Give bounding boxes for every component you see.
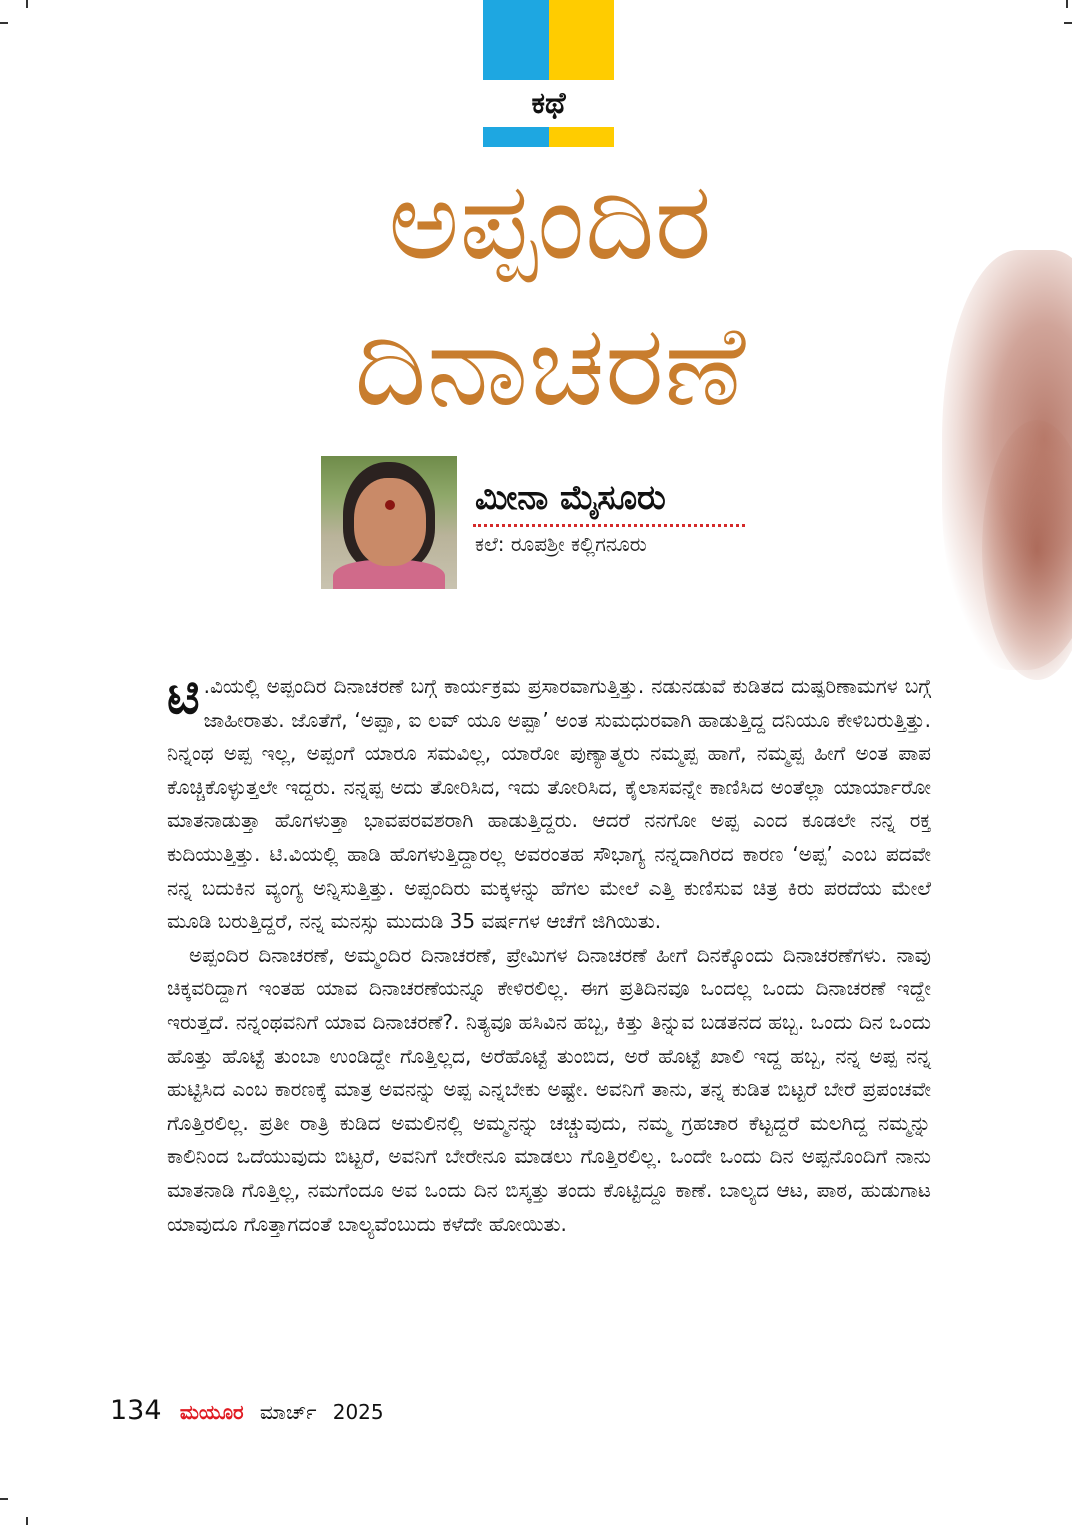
- magazine-logo: ಮಯೂರ: [179, 1400, 244, 1424]
- drop-cap: ಟಿ: [167, 667, 200, 725]
- story-title-line-1: ಅಪ್ಪಂದಿರ: [388, 159, 712, 284]
- crop-mark: [26, 1517, 28, 1525]
- crop-mark: [1064, 22, 1072, 24]
- author-divider: [473, 524, 745, 527]
- page-footer: [110, 1395, 384, 1426]
- author-photo: [321, 456, 457, 589]
- section-label: ಕಥೆ: [531, 86, 566, 121]
- story-title-line-2: ದಿನಾಚರಣೆ: [354, 301, 746, 431]
- author-name: ಮೀನಾ ಮೈಸೂರು: [475, 478, 666, 518]
- issue-year: 2025: [332, 1400, 384, 1424]
- art-credit: ಕಲೆ: ರೂಪಶ್ರೀ ಕಲ್ಲಿಗನೂರು: [475, 532, 647, 556]
- crop-mark: [0, 22, 8, 24]
- page-number: 134: [110, 1395, 162, 1426]
- section-color-bar-bottom: [483, 127, 614, 147]
- issue-month: ಮಾರ್ಚ್: [259, 1400, 317, 1424]
- section-color-bar-top: [483, 0, 614, 80]
- crop-mark: [26, 0, 28, 8]
- article-paragraph: ಅಪ್ಪಂದಿರ ದಿನಾಚರಣೆ, ಅಮ್ಮಂದಿರ ದಿನಾಚರಣೆ, ಪ್ರೇಮಿಗಳ ದಿನಾಚರಣೆ ಹೀಗೆ ದಿನಕ್ಕೊಂದು ದಿನಾಚರಣೆಗಳು. ನಾವು ಚಿಕ್ಕವರಿದ್ದಾಗ ಇಂತಹ ಯಾವ ದಿನಾಚರಣೆಯನ್ನೂ ಕೇಳಿರಲಿಲ್ಲ. ಈಗ ಪ್ರತಿದಿನವೂ ಒಂದಲ್ಲ ಒಂದು ದಿನಾಚರಣೆ ಇದ್ದೇ ಇರುತ್ತದೆ. ನನ್ನಂಥವನಿಗೆ ಯಾವ ದಿನಾಚರಣೆ?. ನಿತ್ಯವೂ ಹಸಿವಿನ ಹಬ್ಬ, ಕಿತ್ತು ತಿನ್ನುವ ಬಡತನದ ಹಬ್ಬ. ಒಂದು ದಿನ ಒಂದು ಹೊತ್ತು ಹೊಟ್ಟೆ ತುಂಬಾ ಉಂಡಿದ್ದೇ ಗೊತ್ತಿಲ್ಲದ, ಅರೆಹೊಟ್ಟೆ ತುಂಬಿದ, ಅರೆ ಹೊಟ್ಟೆ ಖಾಲಿ ಇದ್ದ ಹಬ್ಬ, ನನ್ನ ಅಪ್ಪ ನನ್ನ ಹುಟ್ಟಿಸಿದ ಎಂಬ ಕಾರಣಕ್ಕೆ ಮಾತ್ರ ಅವನನ್ನು ಅಪ್ಪ ಎನ್ನಬೇಕು ಅಷ್ಟೇ. ಅವನಿಗೆ ತಾನು, ತನ್ನ ಕುಡಿತ ಬಿಟ್ಟರೆ ಬೇರೆ ಪ್ರಪಂಚವೇ ಗೊತ್ತಿರಲಿಲ್ಲ. ಪ್ರತೀ ರಾತ್ರಿ ಕುಡಿದ ಅಮಲಿನಲ್ಲಿ ಅಮ್ಮನನ್ನು ಚಚ್ಚುವುದು, ನಮ್ಮ ಗ್ರಹಚಾರ ಕೆಟ್ಟದ್ದರೆ ಮಲಗಿದ್ದ ನಮ್ಮನ್ನು ಕಾಲಿನಿಂದ ಒದೆಯುವುದು ಬಿಟ್ಟರೆ, ಅವನಿಗೆ ಬೇರೇನೂ ಮಾಡಲು ಗೊತ್ತಿರಲಿಲ್ಲ. ಒಂದೇ ಒಂದು ದಿನ ಅಪ್ಪನೊಂದಿಗೆ ನಾನು ಮಾತನಾಡಿ ಗೊತ್ತಿಲ್ಲ, ನಮಗೆಂದೂ ಅವ ಒಂದು ದಿನ ಬಿಸ್ಕತ್ತು ತಂದು ಕೊಟ್ಟಿದ್ದೂ ಕಾಣೆ. ಬಾಲ್ಯದ ಆಟ, ಪಾಠ, ಹುಡುಗಾಟ ಯಾವುದೂ ಗೊತ್ತಾಗದಂತೆ ಬಾಲ್ಯವೆಂಬುದು ಕಳೆದೇ ಹೋಯಿತು.: [167, 942, 931, 1236]
- paragraph-text: .ವಿಯಲ್ಲಿ ಅಪ್ಪಂದಿರ ದಿನಾಚರಣೆ ಬಗ್ಗೆ ಕಾರ್ಯಕ್ರಮ ಪ್ರಸಾರವಾಗುತ್ತಿತ್ತು. ನಡುನಡುವೆ ಕುಡಿತದ ದುಷ್ಪರಿಣಾಮಗಳ ಬಗ್ಗೆ ಜಾಹೀರಾತು. ಜೊತೆಗೆ, ‘ಅಪ್ಪಾ, ಐ ಲವ್ ಯೂ ಅಪ್ಪಾ’ ಅಂತ ಸುಮಧುರವಾಗಿ ಹಾಡುತ್ತಿದ್ದ ದನಿಯೂ ಕೇಳಿಬರುತ್ತಿತ್ತು. ನಿನ್ನಂಥ ಅಪ್ಪ ಇಲ್ಲ, ಅಪ್ಪಂಗೆ ಯಾರೂ ಸಮವಿಲ್ಲ, ಯಾರೋ ಪುಣ್ಯಾತ್ಮರು ನಮ್ಮಪ್ಪ ಹಾಗೆ, ನಮ್ಮಪ್ಪ ಹೀಗೆ ಅಂತ ಪಾಪ ಕೊಚ್ಚಿಕೊಳ್ಳುತ್ತಲೇ ಇದ್ದರು. ನನ್ನಪ್ಪ ಅದು ತೋರಿಸಿದ, ಇದು ತೋರಿಸಿದ, ಕೈಲಾಸವನ್ನೇ ಕಾಣಿಸಿದ ಅಂತೆಲ್ಲಾ ಯಾರ್ಯಾರೋ ಮಾತನಾಡುತ್ತಾ ಹೊಗಳುತ್ತಾ ಭಾವಪರವಶರಾಗಿ ಹಾಡುತ್ತಿದ್ದರು. ಆದರೆ ನನಗೋ ಅಪ್ಪ ಎಂದ ಕೂಡಲೇ ನನ್ನ ರಕ್ತ ಕುದಿಯುತ್ತಿತ್ತು. ಟಿ.ವಿಯಲ್ಲಿ ಹಾಡಿ ಹೊಗಳುತ್ತಿದ್ದಾರಲ್ಲ ಅವರಂತಹ ಸೌಭಾಗ್ಯ ನನ್ನದಾಗಿರದ ಕಾರಣ ‘ಅಪ್ಪ’ ಎಂಬ ಪದವೇ ನನ್ನ ಬದುಕಿನ ವ್ಯಂಗ್ಯ ಅನ್ನಿಸುತ್ತಿತ್ತು. ಅಪ್ಪಂದಿರು ಮಕ್ಕಳನ್ನು ಹೆಗಲ ಮೇಲೆ ಎತ್ತಿ ಕುಣಿಸುವ ಚಿತ್ರ ಕಿರು ಪರದೆಯ ಮೇಲೆ ಮೂಡಿ ಬರುತ್ತಿದ್ದರೆ, ನನ್ನ ಮನಸ್ಸು ಮುದುಡಿ 35 ವರ್ಷಗಳ ಆಚೆಗೆ ಜಿಗಿಯಿತು.: [167, 674, 931, 934]
- article-body: [167, 667, 931, 1241]
- article-paragraph: [167, 667, 931, 939]
- crop-mark: [1066, 0, 1068, 8]
- crop-mark: [0, 1498, 8, 1500]
